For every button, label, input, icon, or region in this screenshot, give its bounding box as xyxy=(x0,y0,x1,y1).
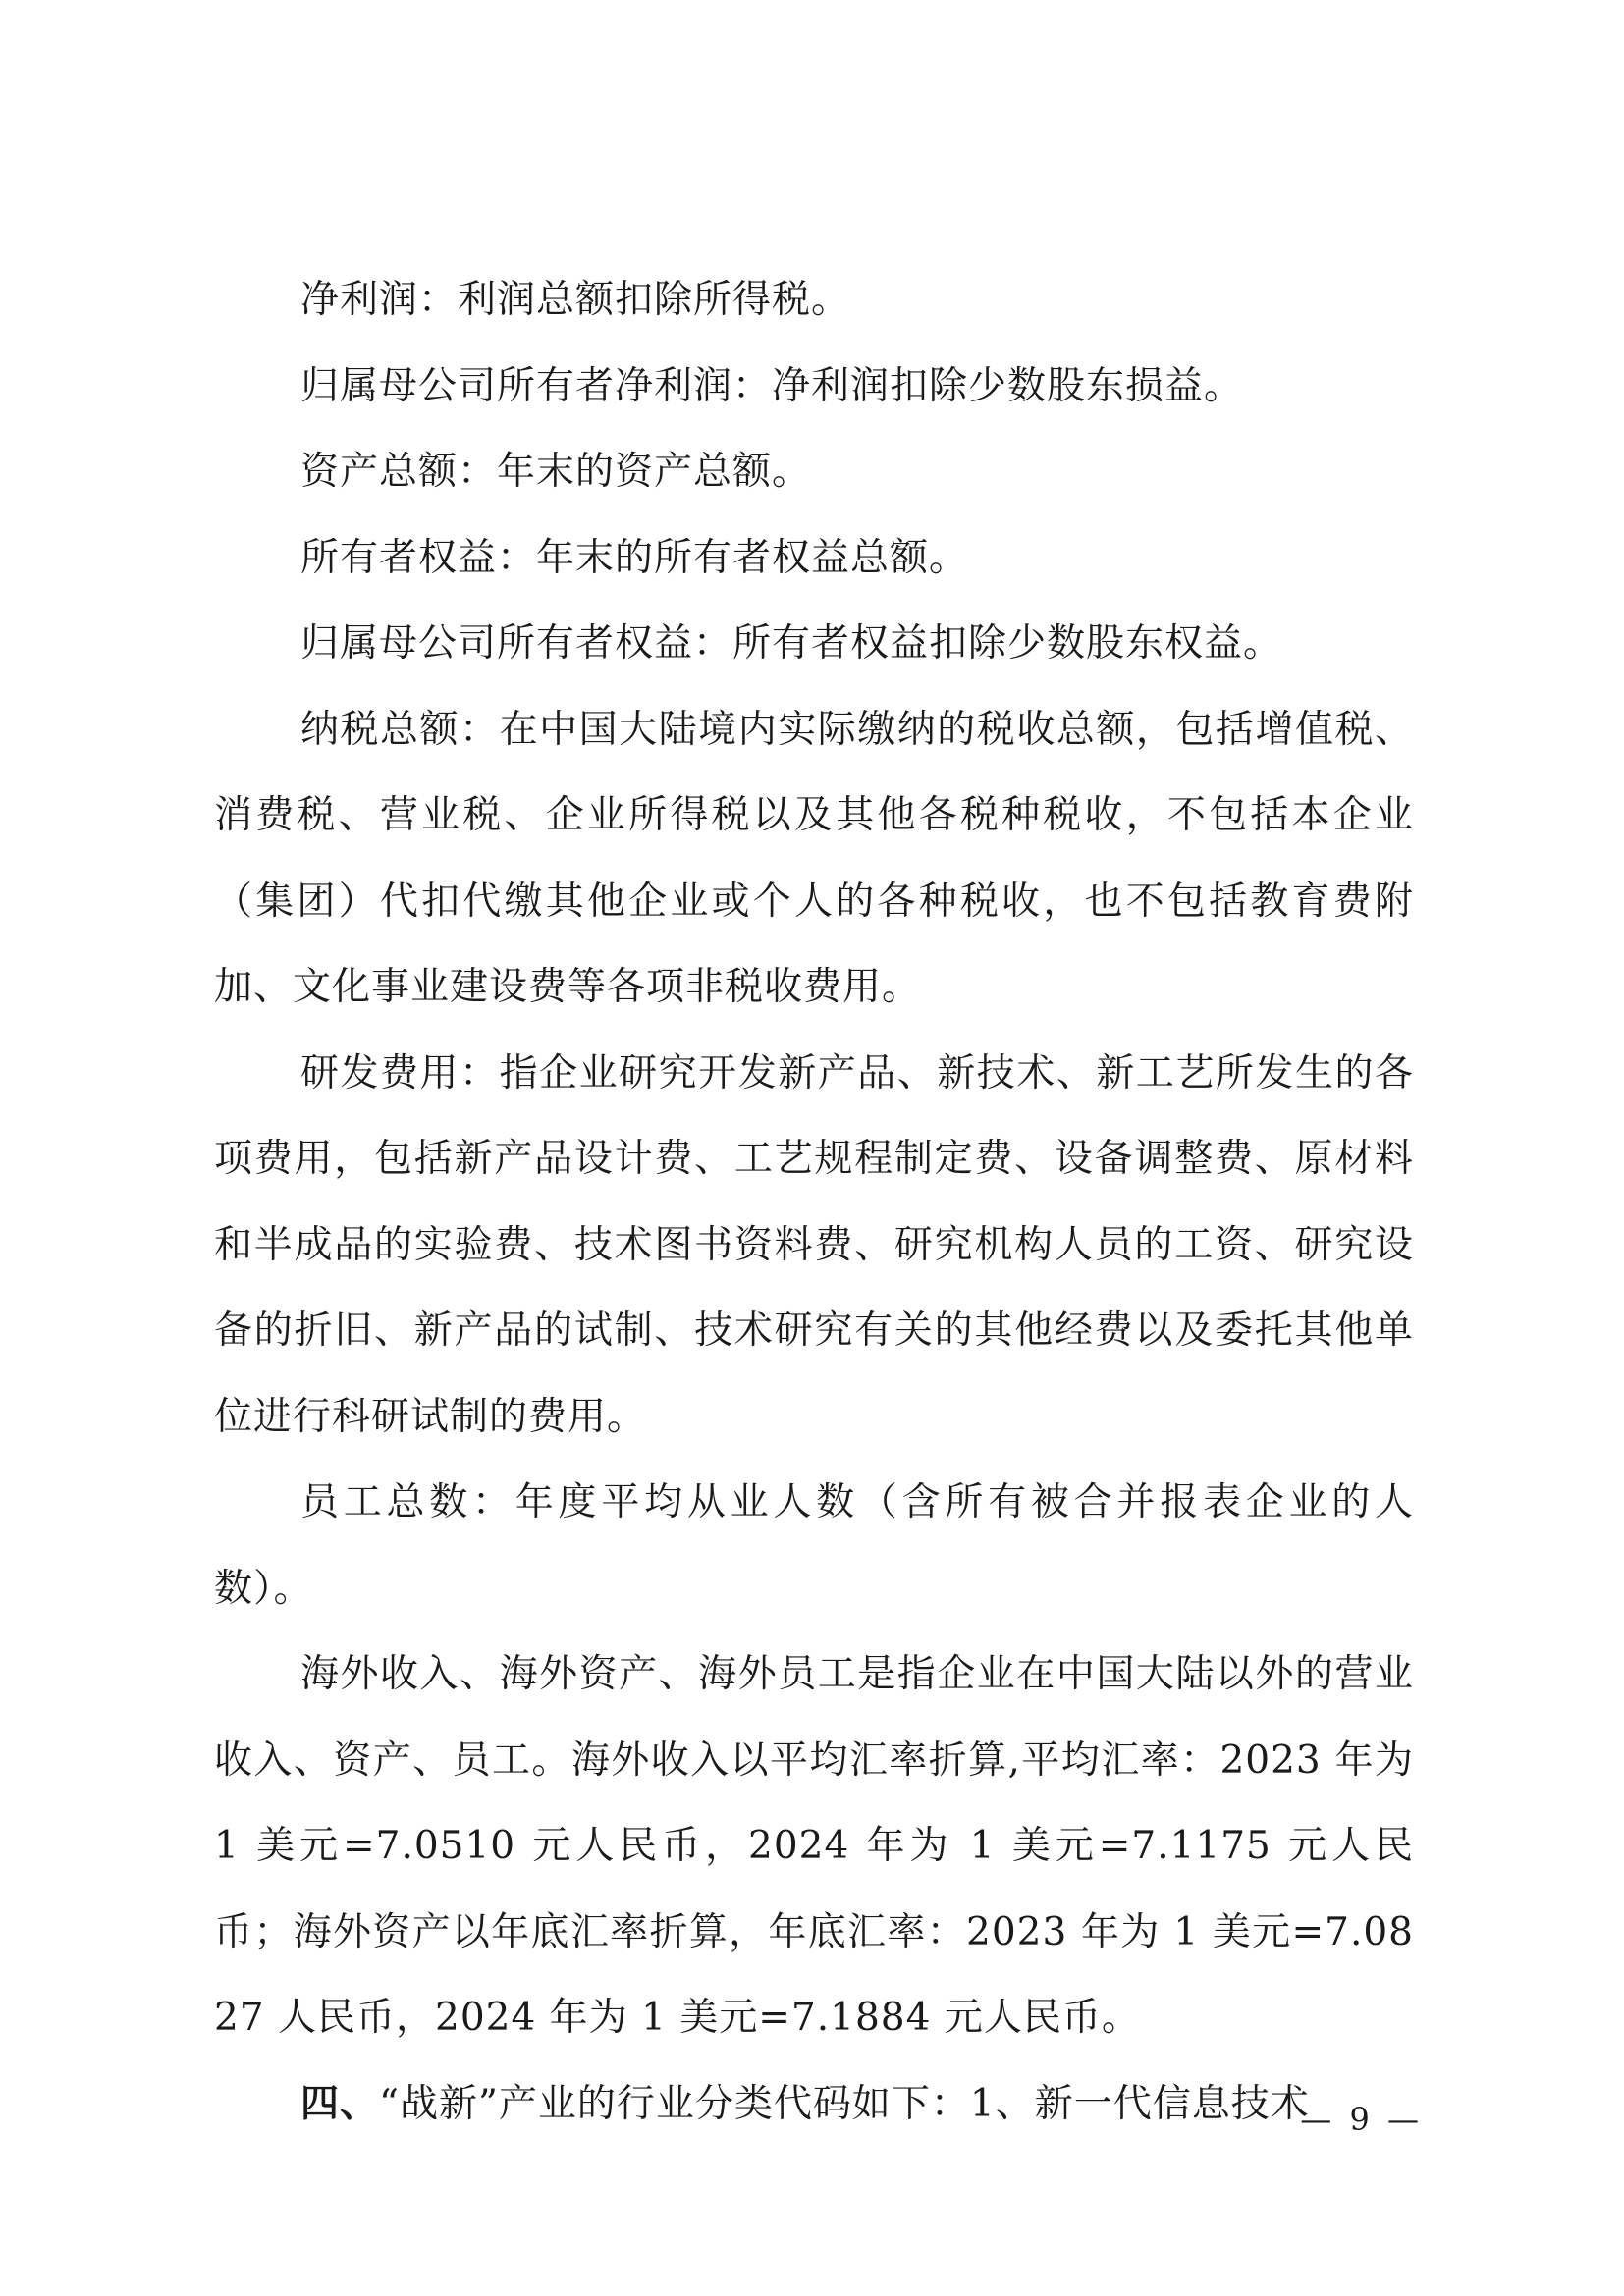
paragraph-owners-equity: 所有者权益：年末的所有者权益总额。 xyxy=(300,535,969,580)
paragraph-parent-owners-equity: 归属母公司所有者权益：所有者权益扣除少数股东权益。 xyxy=(300,621,1283,666)
document-body xyxy=(214,257,1414,2147)
section-four-text: “战新”产业的行业分类代码如下：1、新一代信息技术 xyxy=(379,2081,1310,2126)
paragraph-net-profit: 净利润：利润总额扣除所得税。 xyxy=(300,278,851,322)
paragraph-total-tax: 纳税总额：在中国大陆境内实际缴纳的税收总额，包括增值税、消费税、营业税、企业所得税以及其他各税种税收，不包括本企业（集团）代扣代缴其他企业或个人的各种税收，也不包括教育费附加、文化事业建设费等各项非税收费用。 xyxy=(214,707,1414,1009)
paragraph-parent-net-profit: 归属母公司所有者净利润：净利润扣除少数股东损益。 xyxy=(300,363,1244,408)
paragraph-total-employees: 员工总数：年度平均从业人数（含所有被合并报表企业的人数）。 xyxy=(214,1480,1414,1611)
section-four-heading xyxy=(214,2061,1414,2148)
paragraph-overseas: 海外收入、海外资产、海外员工是指企业在中国大陆以外的营业收入、资产、员工。海外收入以平均汇率折算,平均汇率：2023 年为 1 美元=7.0510 元人民币，2024 年为 1 美元=7.1175 元人民币；海外资产以年底汇率折算，年底汇率：2023 年为 1 美元=7.0827 人民币，2024 年为 1 美元=7.1884 元人民币。 xyxy=(214,1652,1414,2040)
section-four-lead: 四、 xyxy=(300,2081,380,2126)
page-number: — 9 — xyxy=(1300,2101,1423,2138)
paragraph-total-assets: 资产总额：年末的资产总额。 xyxy=(300,450,812,494)
paragraph-rd-expense: 研发费用：指企业研究开发新产品、新技术、新工艺所发生的各项费用，包括新产品设计费、工艺规程制定费、设备调整费、原材料和半成品的实验费、技术图书资料费、研究机构人员的工资、研究设备的折旧、新产品的试制、技术研究有关的其他经费以及委托其他单位进行科研试制的费用。 xyxy=(214,1050,1414,1439)
